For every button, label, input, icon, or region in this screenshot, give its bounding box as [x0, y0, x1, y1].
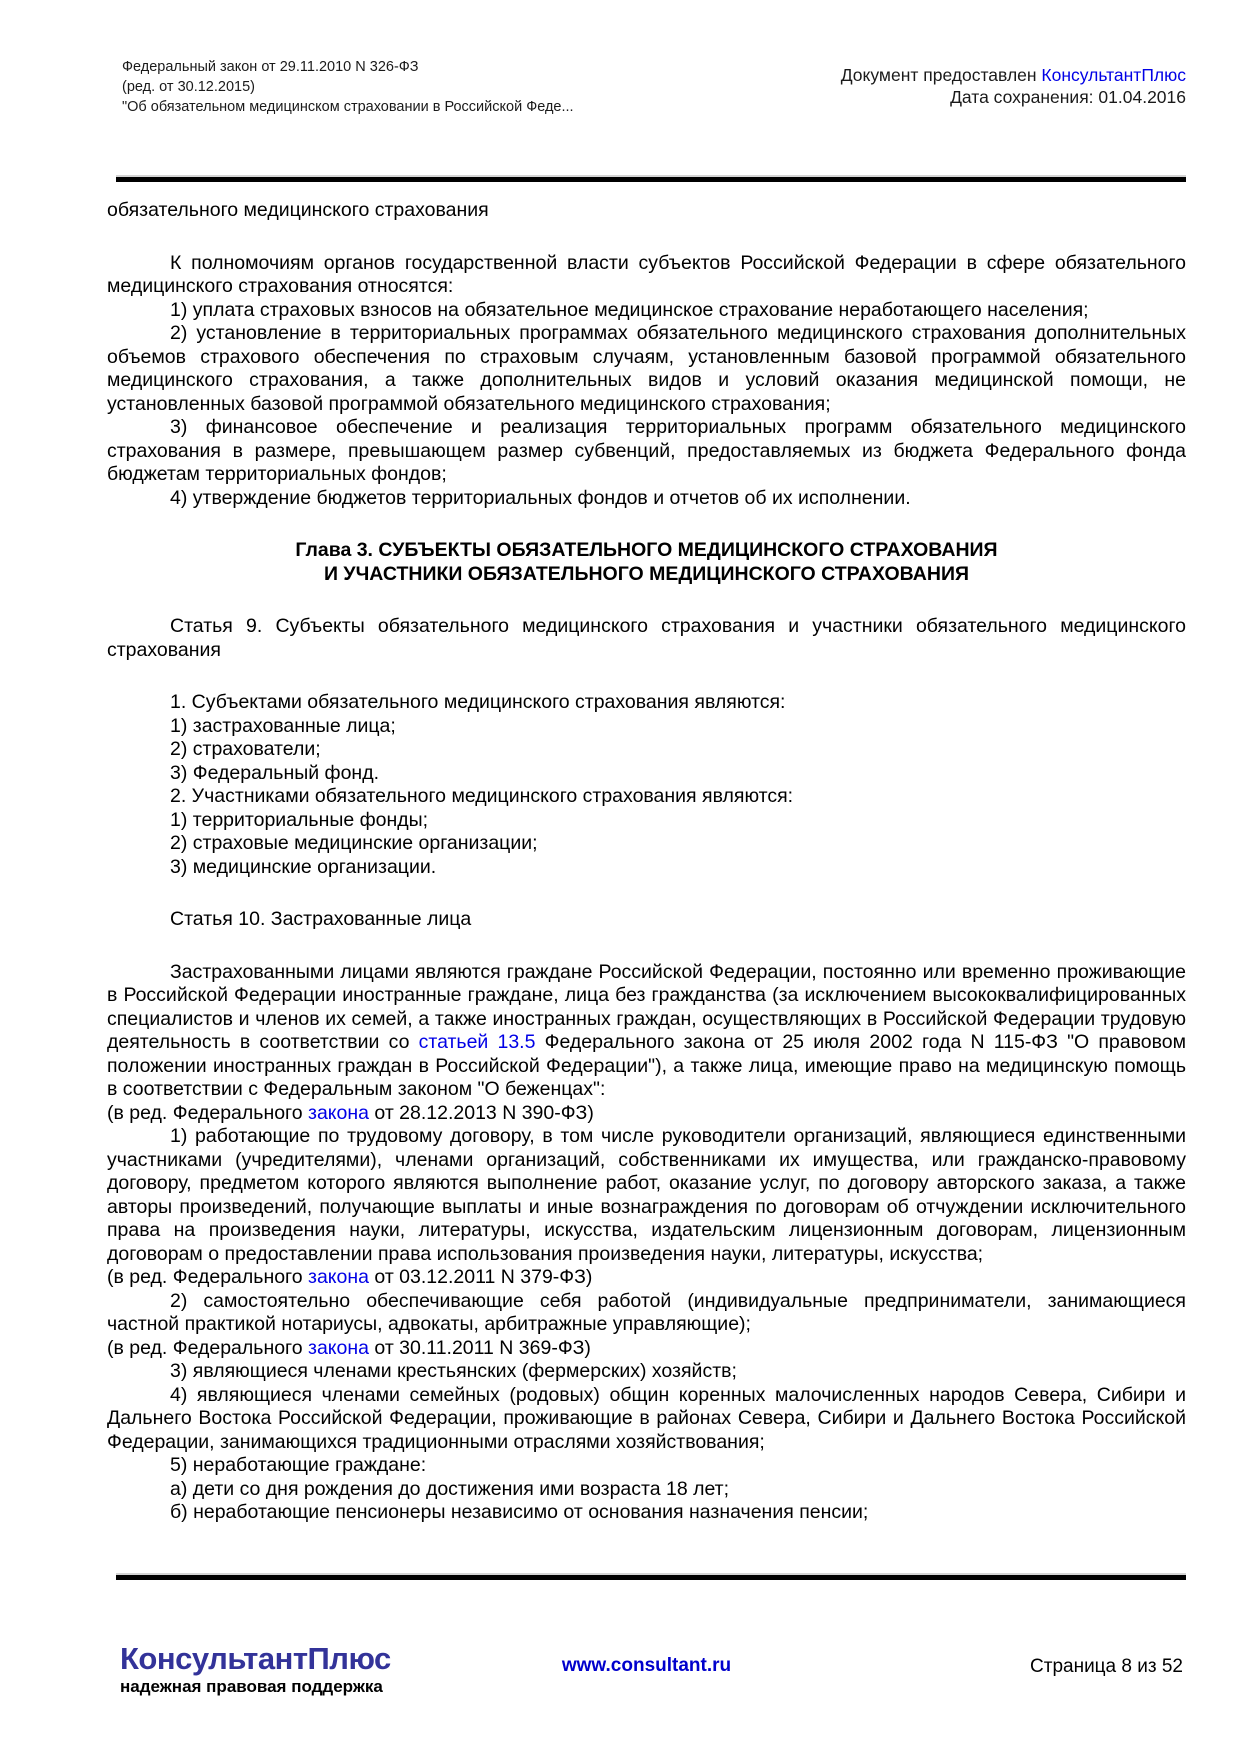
header-divider — [116, 177, 1186, 182]
paragraph: 1) уплата страховых взносов на обязательное медицинское страхование неработающего населения; — [170, 298, 1089, 321]
save-date-label: Дата сохранения: 01.04.2016 — [950, 87, 1186, 107]
paragraph: 4) утверждение бюджетов территориальных фондов и отчетов об их исполнении. — [170, 486, 911, 509]
paragraph: Статья 10. Застрахованные лица — [170, 908, 472, 930]
paragraph: б) неработающие пенсионеры независимо от основания назначения пенсии; — [170, 1501, 869, 1523]
paragraph: (в ред. Федерального закона от 28.12.2013 N 390-ФЗ) — [107, 1101, 594, 1124]
paragraph: 2) страхователи; — [170, 738, 321, 760]
text-link[interactable]: закона — [308, 1266, 369, 1288]
chapter-heading: И УЧАСТНИКИ ОБЯЗАТЕЛЬНОГО МЕДИЦИНСКОГО СТРАХОВАНИЯ — [324, 562, 969, 585]
document-body — [107, 199, 1186, 1525]
text-link[interactable]: закона — [308, 1336, 369, 1359]
logo-slogan: надежная правовая поддержка — [120, 1677, 383, 1696]
footer-divider — [116, 1575, 1186, 1580]
paragraph: Застрахованными лицами являются граждане Российской Федерации, постоянно или временно проживающие в Российской Федерации иностранные граждане, лица без гражданства (за исключением высококвалифицированных специалистов и членов их семей, а также иностранных граждан, осуществляющих в Российской Федерации трудовую деятельность в соответствии со статьей 13.5 Федерального закона от 25 июля 2002 года N 115-ФЗ "О правовом положении иностранных граждан в Российской Федерации"), а также лица, имеющие право на медицинскую помощь в соответствии с Федеральным законом "О беженцах": — [107, 960, 1186, 1100]
paragraph: (в ред. Федерального закона от 03.12.2011 N 379-ФЗ) — [107, 1266, 593, 1288]
document-info-line-3: "Об обязательном медицинском страховании в Российской Феде... — [122, 99, 574, 115]
consultantplus-header-link[interactable]: КонсультантПлюс — [1041, 65, 1186, 85]
provided-by-label: Документ предоставлен — [840, 65, 1042, 85]
paragraph: 1) территориальные фонды; — [170, 808, 429, 831]
document-info-line-2: (ред. от 30.12.2015) — [122, 79, 255, 95]
paragraph: 2. Участниками обязательного медицинского страхования являются: — [170, 785, 794, 807]
paragraph: 3) являющиеся членами крестьянских (фермерских) хозяйств; — [170, 1360, 737, 1382]
paragraph: 1) работающие по трудовому договору, в том числе руководители организаций, являющиеся единственными участниками (учредителями), членами организаций, собственниками их имущества, или гражданско-правовому договору, предметом которого являются выполнение работ, оказание услуг, по договору авторского заказа, а также авторы произведений, получающие выплаты и иные вознаграждения по договорам об отчуждении исключительного права на произведения науки, литературы, искусства, издательским лицензионным договорам, лицензионным договорам о предоставлении права использования произведения науки, литературы, искусства; — [107, 1125, 1186, 1265]
footer-site — [107, 1655, 1186, 1677]
logo-name: КонсультантПлюс — [120, 1641, 391, 1676]
paragraph: К полномочиям органов государственной власти субъектов Российской Федерации в сфере обязательного медицинского страхования относятся: — [107, 251, 1186, 297]
provider-info — [841, 64, 1186, 108]
text-link[interactable]: статьей 13.5 — [418, 1031, 536, 1053]
paragraph: (в ред. Федерального закона от 30.11.2011 N 369-ФЗ) — [107, 1336, 591, 1359]
paragraph: 1. Субъектами обязательного медицинского страхования являются: — [170, 691, 786, 713]
consultant-site-link[interactable]: www.consultant.ru — [561, 1655, 732, 1676]
chapter-heading: Глава 3. СУБЪЕКТЫ ОБЯЗАТЕЛЬНОГО МЕДИЦИНСКОГО СТРАХОВАНИЯ — [295, 539, 998, 561]
paragraph: 4) являющиеся членами семейных (родовых) общин коренных малочисленных народов Севера, Сибири и Дальнего Востока Российской Федерации, проживающие в районах Севера, Сибири и Дальнего Востока Российской Федерации, занимающихся традиционными отраслями хозяйствования; — [107, 1383, 1186, 1453]
document-info-line-1: Федеральный закон от 29.11.2010 N 326-ФЗ — [122, 59, 419, 75]
paragraph: 2) страховые медицинские организации; — [170, 832, 538, 854]
paragraph: 3) финансовое обеспечение и реализация территориальных программ обязательного медицинского страхования в размере, превышающем размер субвенций, предоставляемых из бюджета Федерального фонда бюджетам территориальных фондов; — [107, 416, 1186, 485]
paragraph: 1) застрахованные лица; — [170, 714, 396, 737]
text-link[interactable]: закона — [308, 1101, 369, 1124]
paragraph: 2) самостоятельно обеспечивающие себя работой (индивидуальные предприниматели, занимающиеся частной практикой нотариусы, адвокаты, арбитражные управляющие); — [107, 1289, 1186, 1335]
page-number-label: Страница 8 из 52 — [1030, 1656, 1183, 1677]
document-info — [122, 57, 574, 117]
paragraph: 3) Федеральный фонд. — [170, 761, 379, 784]
paragraph: 3) медицинские организации. — [170, 855, 437, 878]
paragraph: 5) неработающие граждане: — [170, 1454, 427, 1476]
paragraph: Статья 9. Субъекты обязательного медицинского страхования и участники обязательного медицинского страхования — [107, 615, 1186, 661]
paragraph: обязательного медицинского страхования — [107, 199, 489, 221]
paragraph: 2) установление в территориальных программах обязательного медицинского страхования дополнительных объемов страхового обеспечения по страховым случаям, установленным базовой программой обязательного медицинского страхования, а также дополнительных видов и условий оказания медицинской помощи, не установленных базовой программой обязательного медицинского страхования; — [107, 322, 1186, 415]
paragraph: а) дети со дня рождения до достижения ими возраста 18 лет; — [170, 1477, 730, 1500]
provided-by-line — [841, 64, 1186, 86]
